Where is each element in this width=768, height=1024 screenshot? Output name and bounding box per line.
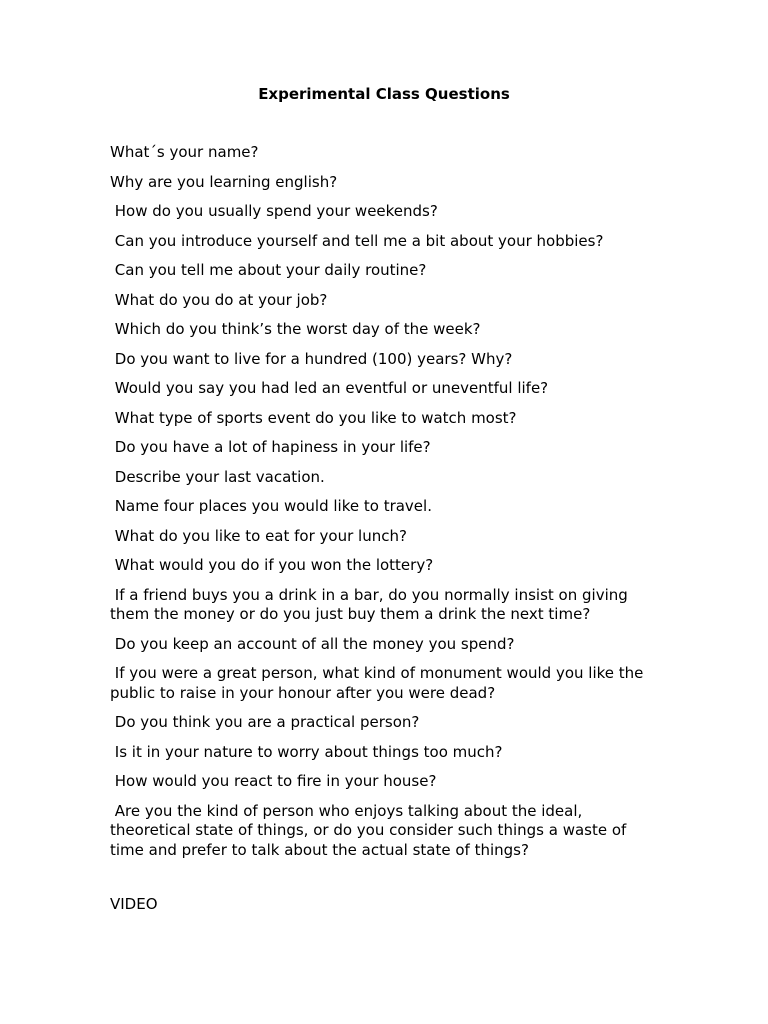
question-item: Is it in your nature to worry about things too much? xyxy=(110,742,503,761)
question-item: How would you react to fire in your house? xyxy=(110,772,437,790)
question-item: What´s your name? xyxy=(110,143,259,161)
question-item: What type of sports event do you like to watch most? xyxy=(110,408,517,427)
question-item: How do you usually spend your weekends? xyxy=(110,202,438,220)
question-item: Do you have a lot of hapiness in your life? xyxy=(110,438,431,456)
question-item: Can you tell me about your daily routine? xyxy=(110,261,427,279)
page-title: Experimental Class Questions xyxy=(258,85,510,103)
question-item: If a friend buys you a drink in a bar, do you normally insist on giving them the money or do you just buy them a drink the next time? xyxy=(110,585,633,623)
question-item: Name four places you would like to travel. xyxy=(110,497,432,515)
question-item: Which do you think’s the worst day of the week? xyxy=(110,320,481,338)
question-item: Do you want to live for a hundred (100) years? Why? xyxy=(110,349,513,368)
video-label: VIDEO xyxy=(110,895,158,913)
question-item: Do you think you are a practical person? xyxy=(110,713,420,731)
question-item: Can you introduce yourself and tell me a bit about your hobbies? xyxy=(110,231,604,250)
question-item: Are you the kind of person who enjoys talking about the ideal, theoretical state of things, or do you consider such things a waste of time and prefer to talk about the actual state of things? xyxy=(110,801,632,859)
question-item: What do you like to eat for your lunch? xyxy=(110,526,407,545)
question-item: Describe your last vacation. xyxy=(110,467,325,486)
question-list xyxy=(110,143,655,870)
question-item: Why are you learning english? xyxy=(110,172,338,191)
question-item: What do you do at your job? xyxy=(110,290,328,309)
question-item: Do you keep an account of all the money you spend? xyxy=(110,634,515,653)
question-item: What would you do if you won the lottery? xyxy=(110,556,434,574)
question-item: If you were a great person, what kind of monument would you like the public to raise in your honour after you were dead? xyxy=(110,664,649,702)
question-item: Would you say you had led an eventful or uneventful life? xyxy=(110,379,549,397)
